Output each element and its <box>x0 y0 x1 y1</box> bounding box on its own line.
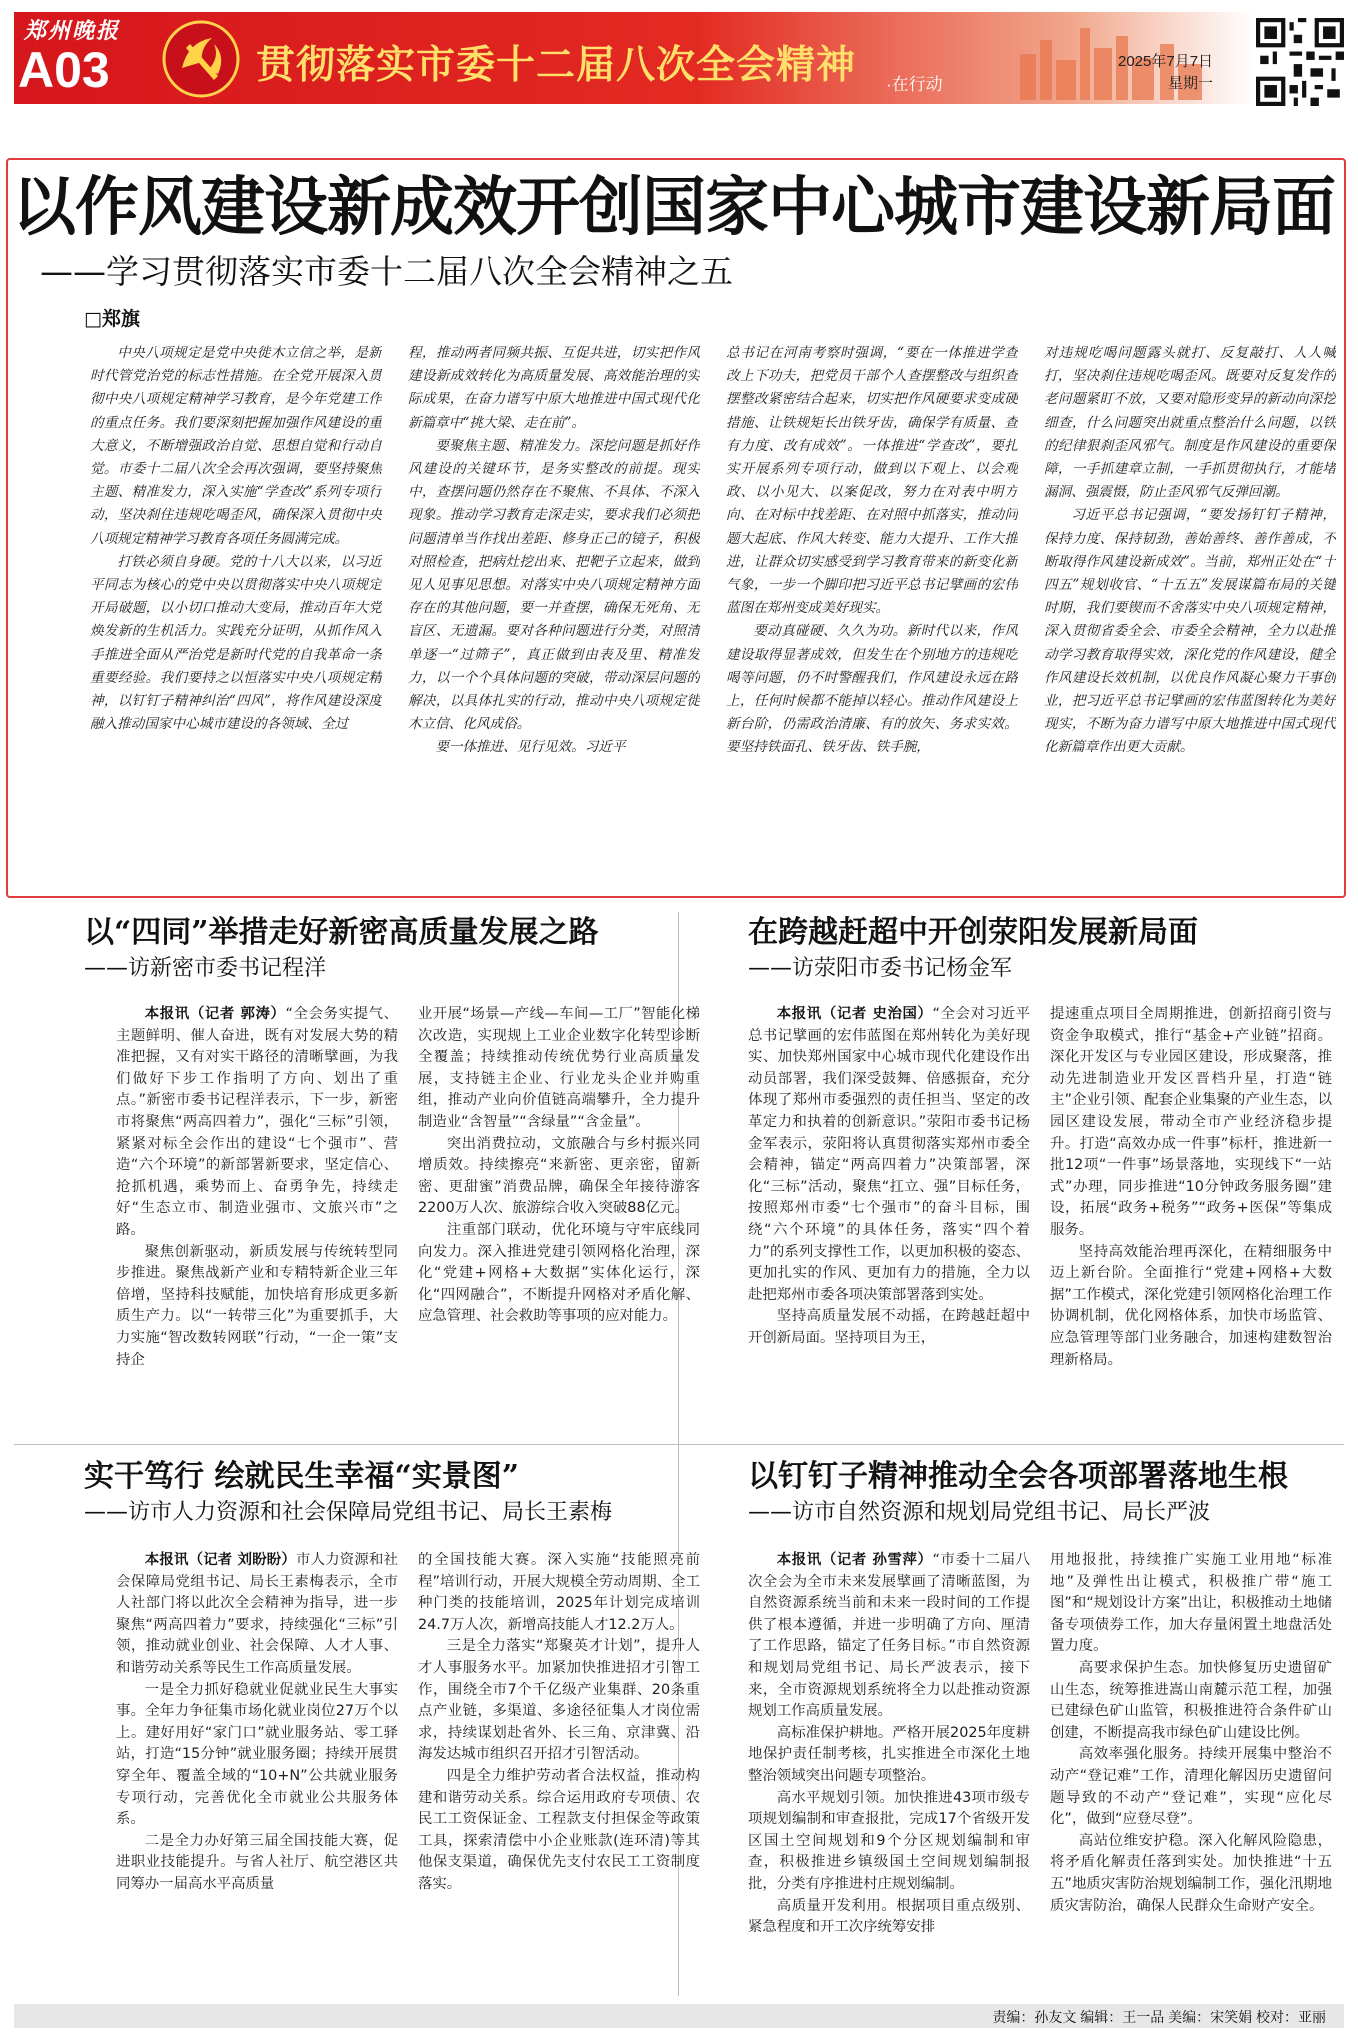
footer-bar <box>14 2004 1344 2028</box>
article-column <box>418 1004 700 1428</box>
article-column <box>116 1004 398 1428</box>
issue-date: 2025年7月7日 <box>1118 53 1214 70</box>
lead-column <box>408 342 700 894</box>
article-xingyang <box>748 914 1348 984</box>
article-xinmi <box>84 914 684 984</box>
article-column <box>748 1004 1030 1428</box>
paragraph: 打铁必须自身硬。党的十八大以来，以习近平同志为核心的党中央以贯彻落实中央八项规定开局破题，以小切口推动大变局，推动百年大党焕发新的生机活力。实践充分证明，从抓作风入手推进全面从严治党是新时代党的自我革命一条重要经验。我们要持之以恒落实中央八项规定精神，以钉钉子精神纠治“四风”，将作风建设深度融入推动国家中心城市建设的各领域、全过 <box>90 553 382 733</box>
paragraph: 本报讯（记者 刘盼盼）市人力资源和社会保障局党组书记、局长王素梅表示，全市人社部门将以此次全会精神为指导，进一步聚焦“两高四着力”要求，持续强化“三标”引领，推动就业创业、社会保障、人才人事、和谐劳动关系等民生工作高质量发展。 <box>116 1552 398 1676</box>
lead-byline: □郑旗 <box>84 308 140 330</box>
paragraph: 聚焦创新驱动，新质发展与传统转型同步推进。聚焦战新产业和专精特新企业三年倍增，坚持科技赋能，加快培育形成更多新质生产力。以“一转带三化”为重要抓手，大力实施“智改数转网联”行动，“一企一策”支持企 <box>116 1243 398 1368</box>
paragraph: 的全国技能大赛。深入实施“技能照亮前程”培训行动，开展大规模全劳动周期、全工种门类的技能培训，2025年计划完成培训24.7万人次，新增高技能人才12.2万人。 <box>418 1552 700 1633</box>
article-body <box>116 1004 700 1428</box>
article-lead-in: 本报讯（记者 郭涛） <box>144 1006 286 1022</box>
lead-subtitle: ——学习贯彻落实市委十二届八次全会精神之五 <box>40 252 733 291</box>
article-subtitle: ——访荥阳市委书记杨金军 <box>748 956 1013 981</box>
article-column <box>116 1550 398 1994</box>
paragraph: 高标准保护耕地。严格开展2025年度耕地保护责任制考核，扎实推进全市深化土地整治领域突出问题专项整治。 <box>748 1724 1030 1784</box>
article-column <box>748 1550 1030 1994</box>
party-emblem-icon <box>160 18 242 100</box>
masthead <box>0 0 1358 112</box>
article-column <box>1050 1004 1332 1428</box>
lead-column <box>726 342 1018 894</box>
article-subtitle: ——访市自然资源和规划局党组书记、局长严波 <box>748 1500 1211 1525</box>
paragraph: 本报讯（记者 郭涛）“全会务实提气、主题鲜明、催人奋进，既有对发展大势的精准把握，又有对实干路径的清晰擘画，为我们做好下步工作指明了方向、划出了重点。”新密市委书记程洋表示，下一步，新密市将聚焦“两高四着力”，强化“三标”引领，紧紧对标全会作出的建设“七个强市”、营造“六个环境”的新部署新要求，坚定信心、抢抓机遇，乘势而上、奋勇争先，持续走好“生态立市、制造业强市、文旅兴市”之路。 <box>116 1006 398 1238</box>
section-subtitle: ·在行动 <box>886 75 943 94</box>
article-subtitle: ——访市人力资源和社会保障局党组书记、局长王素梅 <box>84 1500 613 1525</box>
paragraph: 三是全力落实“郑聚英才计划”，提升人才人事服务水平。加紧加快推进招才引智工作，围绕全市7个千亿级产业集群、20条重点产业链，多渠道、多途径征集人才岗位需求，持续谋划赴省外、长三角、京津冀、沿海发达城市组织召开招才引智活动。 <box>418 1638 700 1763</box>
article-lead-in: 本报讯（记者 刘盼盼） <box>144 1552 296 1568</box>
article-column <box>1050 1550 1332 1994</box>
paragraph: 要一体推进、见行见效。习近平 <box>435 739 626 756</box>
article-headline: 在跨越赶超中开创荥阳发展新局面 <box>748 915 1198 950</box>
paragraph: 本报讯（记者 史治国）“全会对习近平总书记擘画的宏伟蓝图在郑州转化为美好现实、加快郑州国家中心城市现代化建设作出动员部署，我们深受鼓舞、倍感振奋，充分体现了郑州市委强烈的责任担当、坚定的改革定力和执着的创新意识。”荥阳市委书记杨金军表示，荥阳将认真贯彻落实郑州市委全会精神，锚定“两高四着力”决策部署，深化“三标”活动，聚焦“扛立、强”目标任务，按照郑州市委“七个强市”的奋斗目标，围绕“六个环境”的具体任务，落实“四个着力”的系列支撑性工作，以更加积极的姿态、更加扎实的作风、更加有力的措施，全力以赴把郑州市委各项决策部署落到实处。 <box>748 1006 1030 1303</box>
article-headline: 实干笃行 绘就民生幸福“实景图” <box>84 1459 519 1494</box>
paragraph: 要聚焦主题、精准发力。深挖问题是抓好作风建设的关键环节，是务实整改的前提。现实中，查摆问题仍然存在不聚焦、不具体、不深入现象。推动学习教育走深走实，要求我们必须把问题清单当作找出差距、修身正己的镜子，积极对照检查，把病灶挖出来、把靶子立起来，做到见人见事见思想。对落实中央八项规定精神方面存在的其他问题，要一并查摆，确保无死角、无盲区、无遗漏。要对各种问题进行分类，对照清单逐一“过筛子”，真正做到由表及里、精准发力，以一个个具体问题的突破，带动深层问题的解决，以具体扎实的行动，推动中央八项规定徙木立信、化风成俗。 <box>408 437 700 733</box>
paragraph: 高水平规划引领。加快推进43项市级专项规划编制和审查报批，完成17个省级开发区国土空间规划和9个分区规划编制和审查，积极推进乡镇级国土空间规划编制报批，分类有序推进村庄规划编制。 <box>748 1789 1030 1892</box>
paragraph: 坚持高效能治理再深化，在精细服务中迈上新台阶。全面推行“党建+网格+大数据”工作模式，深化党建引领网格化治理工作协调机制，优化网格体系，加快市场监管、应急管理等部门业务融合，加速构建数智治理新格局。 <box>1050 1243 1332 1368</box>
article-lead-in: 本报讯（记者 史治国） <box>776 1006 933 1022</box>
paragraph: 用地报批，持续推广实施工业用地“标准地”及弹性出让模式，积极推广带“施工图”和“规划设计方案”出让，积极推动土地储备专项债券工作，加大存量闲置土地盘活处置力度。 <box>1050 1552 1332 1655</box>
article-headline: 以“四同”举措走好新密高质量发展之路 <box>84 915 599 950</box>
paragraph: 总书记在河南考察时强调，“要在一体推进学查改上下功夫，把党员干部个人查摆整改与组织查摆整改紧密结合起来，切实把作风硬要求变成硬措施、让铁规矩长出铁牙齿，确保学有质量、查有力度、改有成效”。一体推进“学查改”，要扎实开展系列专项行动，做到以下观上、以会观政、以小见大、以案促改，努力在对表中明方向、在对标中找差距、在对照中抓落实，推动问题大起底、作风大转变、能力大提升、工作大推进，让群众切实感受到学习教育带来的新变化新气象，一步一个脚印把习近平总书记擘画的宏伟蓝图在郑州变成美好现实。 <box>726 345 1018 617</box>
lead-body <box>90 342 1342 894</box>
article-body <box>748 1550 1332 1994</box>
paragraph: 对违规吃喝问题露头就打、反复敲打、人人喊打，坚决刹住违规吃喝歪风。既要对反复发作的老问题紧盯不放，又要对隐形变异的新动向深挖细查，什么问题突出就重点整治什么问题，以铁的纪律狠刹歪风邪气。制度是作风建设的重要保障，一手抓建章立制，一手抓贯彻执行，才能堵漏洞、强震慑，防止歪风邪气反弹回潮。 <box>1044 345 1336 501</box>
article-subtitle: ——访新密市委书记程洋 <box>84 956 327 981</box>
editor-credits: 责编：孙友文 编辑：王一品 美编：宋笑娟 校对：亚丽 <box>992 2009 1326 2025</box>
paragraph: 习近平总书记强调，“要发扬钉钉子精神，保持力度、保持韧劲，善始善终、善作善成，不断取得作风建设新成效”。当前，郑州正处在“十四五”规划收官、“十五五”发展谋篇布局的关键时期，我们要锲而不舍落实中央八项规定精神，深入贯彻省委全会、市委全会精神，全力以赴推动学习教育取得实效，深化党的作风建设，健全作风建设长效机制，以优良作风凝心聚力干事创业，把习近平总书记擘画的宏伟蓝图转化为美好现实，不断为奋力谱写中原大地推进中国式现代化新篇章作出更大贡献。 <box>1044 507 1336 756</box>
lead-column <box>1044 342 1336 894</box>
paragraph: 高效率强化服务。持续开展集中整治不动产“登记难”工作，清理化解因历史遗留问题导致的不动产“登记难”，实现“应化尽化”，做到“应登尽登”。 <box>1050 1746 1332 1828</box>
qr-code-icon[interactable] <box>1256 18 1344 106</box>
paragraph: 二是全力办好第三届全国技能大赛，促进职业技能提升。与省人社厅、航空港区共同筹办一届高水平高质量 <box>116 1832 398 1892</box>
paragraph: 突出消费拉动，文旅融合与乡村振兴同增质效。持续擦亮“来新密、更亲密，留新密、更甜蜜”消费品牌，确保全年接待游客2200万人次、旅游综合收入突破88亿元。 <box>418 1135 700 1217</box>
article-lead-in: 本报讯（记者 孙雪萍） <box>776 1552 933 1568</box>
section-title: 贯彻落实市委十二届八次全会精神 <box>256 42 857 88</box>
paragraph: 要动真碰硬、久久为功。新时代以来，作风建设取得显著成效，但发生在个别地方的违规吃喝等问题，仍不时警醒我们，作风建设永远在路上，任何时候都不能掉以轻心。推动作风建设上新台阶，仍需政治清廉、有的放矢、务求实效。要坚持铁面孔、铁牙齿、铁手腕， <box>726 623 1018 756</box>
article-column <box>418 1550 700 1994</box>
paragraph: 高站位维安护稳。深入化解风险隐患，将矛盾化解责任落到实处。加快推进“十五五”地质灾害防治规划编制工作，强化汛期地质灾害防治，确保人民群众生命财产安全。 <box>1050 1832 1332 1914</box>
paragraph: 注重部门联动，优化环境与守牢底线同向发力。深入推进党建引领网格化治理，深化“党建+网格+大数据”实体化运行，深化“四网融合”，不断提升网格对矛盾化解、应急管理、社会救助等事项的应对能力。 <box>418 1221 700 1325</box>
newspaper-name: 郑州晚报 <box>24 18 121 44</box>
article-body <box>116 1550 700 1994</box>
paragraph: 业开展“场景—产线—车间—工厂”智能化梯次改造，实现规上工业企业数字化转型诊断全覆盖；持续推动传统优势行业高质量发展，支持链主企业、行业龙头企业并购重组，推动产业向价值链高端攀升，全力提升制造业“含智量”“含绿量”“含金量”。 <box>418 1006 700 1130</box>
paragraph: 提速重点项目全周期推进，创新招商引资与资金争取模式，推行“基金+产业链”招商。深化开发区与专业园区建设，形成聚落，推动先进制造业开发区晋档升星，打造“链主”企业引领、配套企业集聚的产业生态，以园区建设发展，带动全市产业经济稳步提升。打造“高效办成一件事”标杆，推进新一批12项“一件事”场景落地，实现线下“一站式”办理，同步推进“10分钟政务服务圈”建设，拓展“政务+税务”“政务+医保”等集成服务。 <box>1050 1006 1332 1238</box>
paragraph: 高要求保护生态。加快修复历史遗留矿山生态，统筹推进嵩山南麓示范工程，加强已建绿色矿山监管，积极推进符合条件矿山创建，不断提高我市绿色矿山建设比例。 <box>1050 1659 1332 1741</box>
article-body <box>748 1004 1332 1428</box>
issue-weekday: 星期一 <box>1168 75 1214 92</box>
article-headline: 以钉钉子精神推动全会各项部署落地生根 <box>748 1459 1288 1494</box>
article-natural-resources <box>748 1458 1348 1528</box>
lead-column <box>90 342 382 894</box>
paragraph: 四是全力维护劳动者合法权益，推动构建和谐劳动关系。综合运用政府专项债、农民工工资保证金、工程款支付担保金等政策工具，探索清偿中小企业账款(连环清)等其他保支渠道，确保优先支付农民工工资制度落实。 <box>418 1767 700 1892</box>
paragraph: 一是全力抓好稳就业促就业民生大事实事。全年力争征集市场化就业岗位27万个以上。建好用好“家门口”就业服务站、零工驿站，打造“15分钟”就业服务圈；持续开展贯穿全年、覆盖全域的“10+N”公共就业服务专项行动，完善优化全市就业公共服务体系。 <box>116 1681 398 1828</box>
paragraph: 高质量开发利用。根据项目重点级别、紧急程度和开工次序统筹安排 <box>748 1897 1030 1936</box>
paragraph: 中央八项规定是党中央徙木立信之举，是新时代管党治党的标志性措施。在全党开展深入贯彻中央八项规定精神学习教育，是今年党建工作的重点任务。我们要深刻把握加强作风建设的重大意义，不断增强政治自觉、思想自觉和行动自觉。市委十二届八次全会再次强调，要坚持聚焦主题、精准发力，深入实施“学查改”系列专项行动，坚决刹住违规吃喝歪风，确保深入贯彻中央八项规定精神学习教育各项任务圆满完成。 <box>90 345 382 547</box>
row-divider <box>14 1444 1344 1445</box>
paragraph: 本报讯（记者 孙雪萍）“市委十二届八次全会为全市未来发展擘画了清晰蓝图，为自然资源系统当前和未来一段时间的工作提供了根本遵循，并进一步明确了方向、厘清了工作思路，锚定了任务目标。”市自然资源和规划局党组书记、局长严波表示，接下来，全市资源规划系统将全力以赴推动资源规划工作高质量发展。 <box>748 1552 1030 1720</box>
paragraph: 坚持高质量发展不动摇，在跨越赶超中开创新局面。坚持项目为王， <box>748 1308 1030 1346</box>
paragraph: 程，推动两者同频共振、互促共进，切实把作风建设新成效转化为高质量发展、高效能治理的实际成果，在奋力谱写中原大地推进中国式现代化新篇章中“挑大梁、走在前”。 <box>408 345 700 431</box>
lead-headline: 以作风建设新成效开创国家中心城市建设新局面 <box>12 170 1335 245</box>
article-hrss <box>84 1458 684 1528</box>
page-number: A03 <box>18 42 110 98</box>
